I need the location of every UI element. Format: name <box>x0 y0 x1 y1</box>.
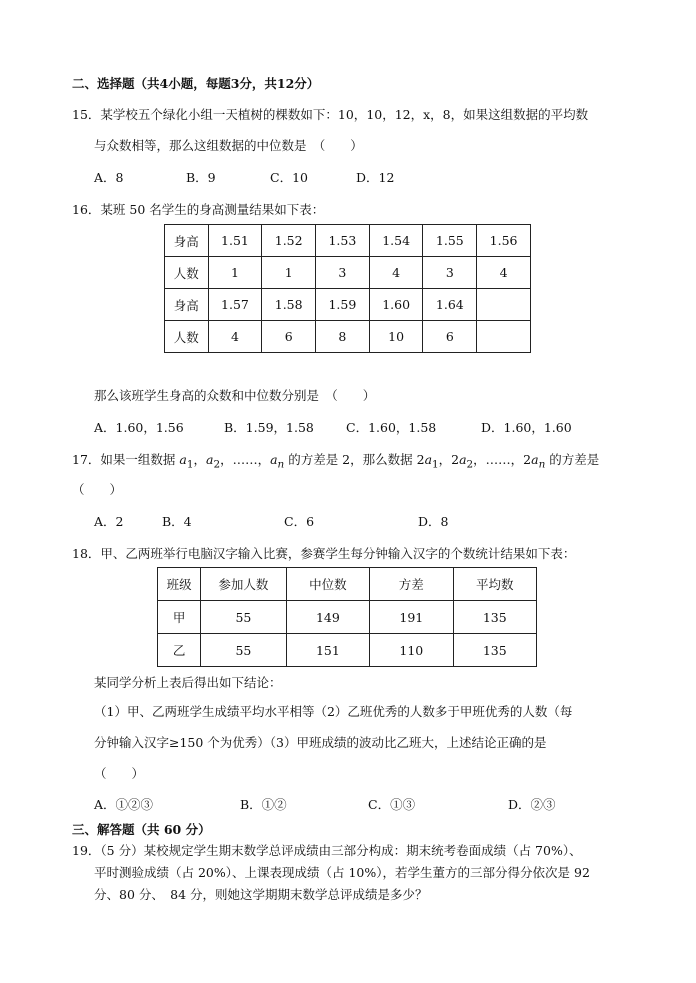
table-header: 中位数 <box>286 568 369 601</box>
q17-option-d: D．8 <box>418 514 449 529</box>
q16-text-line1: 16．某班 50 名学生的身高测量结果如下表： <box>72 202 325 217</box>
q17-text: ，2 <box>438 452 460 467</box>
q18-conclusion-line1: （1）甲、乙两班学生成绩平均水平相等（2）乙班优秀的人数多于甲班优秀的人数（每 <box>94 704 573 719</box>
table-cell: 6 <box>423 321 477 353</box>
table-cell: 1.51 <box>208 225 262 257</box>
q17-text-line1 <box>72 452 599 473</box>
table-cell: 1.52 <box>262 225 316 257</box>
q18-analysis: 某同学分析上表后得出如下结论： <box>94 675 282 690</box>
q19-text-line1: 19．（5 分）某校规定学生期末数学总评成绩由三部分构成：期末统考卷面成绩（占 70%）、 <box>72 843 582 858</box>
subscript: n <box>538 458 546 471</box>
table-cell: 4 <box>477 257 531 289</box>
q17-option-c: C．6 <box>284 514 315 529</box>
subscript: 1 <box>186 458 194 471</box>
table-cell: 身高 <box>165 225 209 257</box>
table-cell: 1.64 <box>423 289 477 321</box>
table-cell: 55 <box>201 601 286 634</box>
q18-option-d: D．②③ <box>508 797 556 812</box>
q17-text: 的方差是 <box>545 452 600 467</box>
q18-conclusion-line2: 分钟输入汉字≥150 个为优秀）（3）甲班成绩的波动比乙班大，上述结论正确的是 <box>94 735 547 750</box>
table-cell: 151 <box>286 634 369 667</box>
table-cell: 191 <box>370 601 453 634</box>
table-cell: 1 <box>262 257 316 289</box>
table-cell: 人数 <box>165 321 209 353</box>
table-cell: 1 <box>208 257 262 289</box>
table-cell: 10 <box>369 321 423 353</box>
var-a: a <box>459 452 467 467</box>
subscript: 2 <box>213 458 221 471</box>
q16-option-a: A．1.60，1.56 <box>94 420 184 435</box>
var-a: a <box>531 452 539 467</box>
height-table <box>164 224 531 353</box>
table-header: 方差 <box>370 568 453 601</box>
table-cell: 4 <box>208 321 262 353</box>
table-cell: 1.56 <box>477 225 531 257</box>
table-cell: 身高 <box>165 289 209 321</box>
table-cell: 3 <box>423 257 477 289</box>
table-cell: 135 <box>453 601 536 634</box>
table-header: 平均数 <box>453 568 536 601</box>
q18-option-b: B．①② <box>240 797 287 812</box>
section-title: 三、解答题（共 60 分） <box>72 822 211 837</box>
q16-question: 那么该班学生身高的众数和中位数分别是 （ ） <box>94 388 376 403</box>
table-cell: 8 <box>316 321 370 353</box>
q19-text-line2: 平时测验成绩（占 20%）、上课表现成绩（占 10%），若学生董方的三部分得分依次是 92 <box>94 865 590 880</box>
var-a: a <box>270 452 278 467</box>
table-cell: 6 <box>262 321 316 353</box>
q17-text: ，……，2 <box>473 452 532 467</box>
table-cell: 3 <box>316 257 370 289</box>
table-cell: 1.57 <box>208 289 262 321</box>
q15-option-c: C．10 <box>270 170 308 185</box>
q17-option-b: B．4 <box>162 514 192 529</box>
subscript: 2 <box>466 458 474 471</box>
table-cell: 149 <box>286 601 369 634</box>
q15-text-line1: 15．某学校五个绿化小组一天植树的棵数如下：10，10，12，x，8，如果这组数据的平均数 <box>72 107 589 122</box>
q16-option-d: D．1.60，1.60 <box>481 420 572 435</box>
var-a: a <box>424 452 433 467</box>
table-cell: 1.58 <box>262 289 316 321</box>
table-cell: 1.54 <box>369 225 423 257</box>
q18-option-a: A．①②③ <box>94 797 154 812</box>
subscript: n <box>277 458 285 471</box>
q17-text: 的方差是 2，那么数据 2 <box>284 452 425 467</box>
table-cell: 甲 <box>158 601 201 634</box>
table-cell: 1.59 <box>316 289 370 321</box>
table-cell: 110 <box>370 634 453 667</box>
table-cell: 1.55 <box>423 225 477 257</box>
table-header: 参加人数 <box>201 568 286 601</box>
q15-option-d: D．12 <box>356 170 395 185</box>
typing-contest-table <box>157 567 537 667</box>
q15-option-b: B．9 <box>186 170 216 185</box>
table-cell: 4 <box>369 257 423 289</box>
table-cell: 1.53 <box>316 225 370 257</box>
var-a: a <box>179 452 187 467</box>
q16-option-b: B．1.59，1.58 <box>224 420 314 435</box>
var-a: a <box>205 452 214 467</box>
q17-text: 17．如果一组数据 <box>72 452 180 467</box>
q17-text: ，……， <box>220 452 271 467</box>
q18-conclusion-line3: （ ） <box>94 766 145 781</box>
q15-option-a: A．8 <box>94 170 124 185</box>
table-cell: 1.60 <box>369 289 423 321</box>
q17-text-line2: （ ） <box>72 482 123 497</box>
q15-text-line2: 与众数相等，那么这组数据的中位数是 （ ） <box>94 138 363 153</box>
table-cell <box>477 321 531 353</box>
subscript: 1 <box>432 458 439 471</box>
table-cell: 55 <box>201 634 286 667</box>
table-cell: 135 <box>453 634 536 667</box>
q18-text-line1: 18．甲、乙两班举行电脑汉字输入比赛，参赛学生每分钟输入汉字的个数统计结果如下表： <box>72 546 576 561</box>
q16-option-c: C．1.60，1.58 <box>346 420 437 435</box>
q17-option-a: A．2 <box>94 514 124 529</box>
q17-text: ， <box>193 452 206 467</box>
section-title: 二、选择题（共4小题，每题3分，共12分） <box>72 76 320 91</box>
table-cell <box>477 289 531 321</box>
table-header: 班级 <box>158 568 201 601</box>
table-cell: 乙 <box>158 634 201 667</box>
q18-option-c: C．①③ <box>368 797 416 812</box>
table-cell: 人数 <box>165 257 209 289</box>
q19-text-line3: 分、80 分、 84 分，则她这学期期末数学总评成绩是多少？ <box>94 887 428 902</box>
